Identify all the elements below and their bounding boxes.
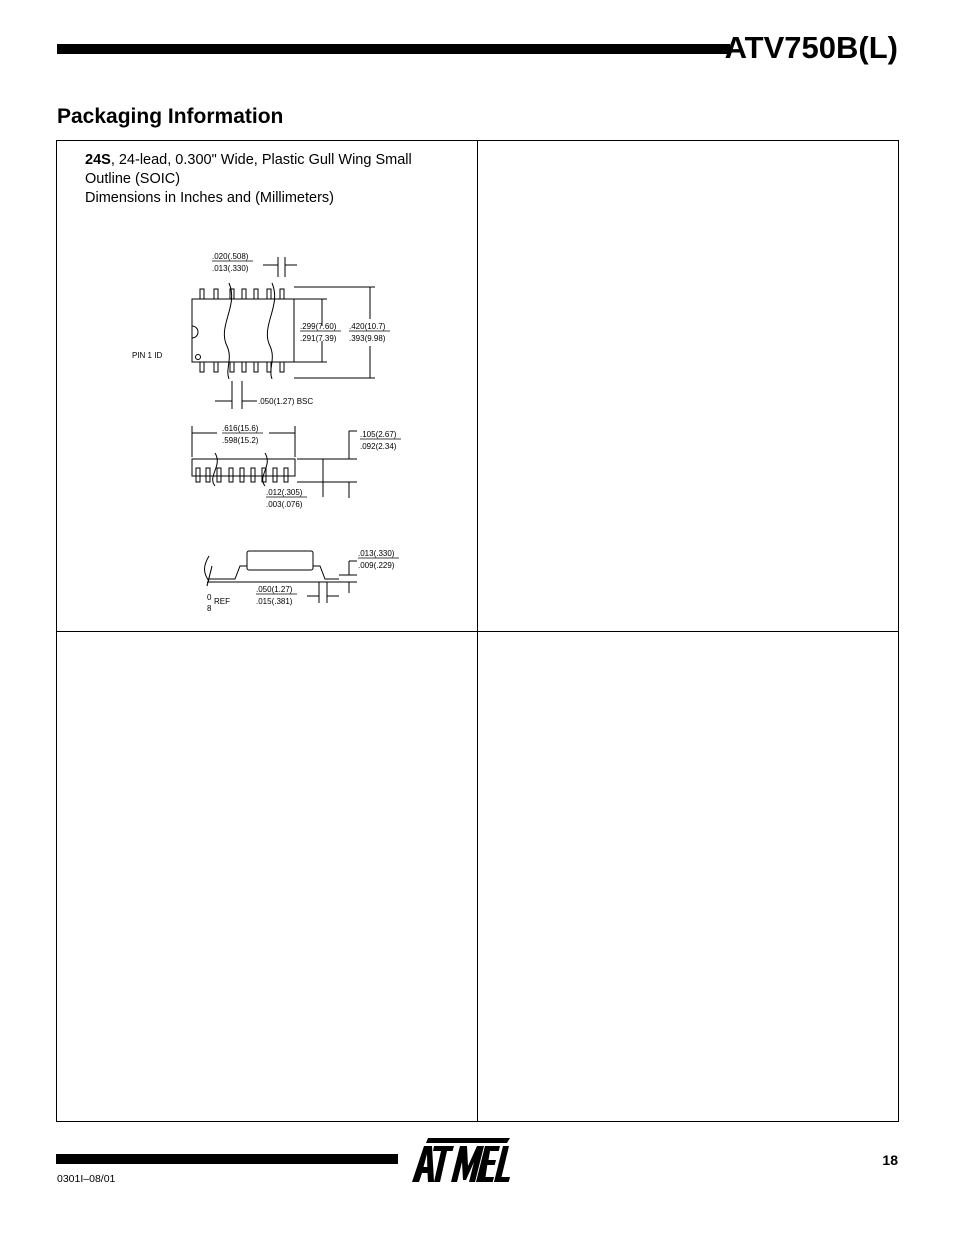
label-angle-min: 0 [207, 593, 212, 602]
atmel-logo [410, 1136, 514, 1186]
label-height-min: .092(2.34) [360, 442, 397, 451]
label-body-width-max: .299(7.60) [300, 322, 337, 331]
label-foot-max: .050(1.27) [256, 585, 293, 594]
label-lead-width-max: .020(.508) [212, 252, 249, 261]
document-title: ATV750B(L) [724, 30, 898, 65]
label-standoff-max: .012(.305) [266, 488, 303, 497]
footer-rule [56, 1154, 398, 1164]
label-thickness-max: .013(.330) [358, 549, 395, 558]
label-ref: REF [214, 597, 230, 606]
label-pitch: .050(1.27) BSC [258, 397, 314, 406]
packaging-table [56, 140, 899, 1122]
label-angle-max: 8 [207, 604, 212, 613]
package-code: 24S [85, 152, 111, 168]
label-standoff-min: .003(.076) [266, 500, 303, 509]
page-number: 18 [882, 1152, 898, 1168]
label-pin1: PIN 1 ID [132, 351, 163, 360]
header-rule [57, 44, 730, 54]
side-view-leads [196, 468, 288, 482]
label-body-width-min: .291(7.39) [300, 334, 337, 343]
table-divider-horizontal [57, 631, 898, 632]
document-code: 0301I–08/01 [57, 1173, 116, 1185]
top-view-leads-top [200, 289, 284, 299]
label-height-max: .105(2.67) [360, 430, 397, 439]
end-view-body [247, 551, 313, 570]
label-length-max: .616(15.6) [222, 424, 259, 433]
top-view-body [192, 299, 294, 362]
label-lead-width-min: .013(.330) [212, 264, 249, 273]
section-title: Packaging Information [57, 105, 284, 128]
package-desc-line1: , 24-lead, 0.300" Wide, Plastic Gull Wing Small [110, 152, 412, 168]
label-length-min: .598(15.2) [222, 436, 259, 445]
label-foot-min: .015(.381) [256, 597, 293, 606]
label-overall-width-min: .393(9.98) [349, 334, 386, 343]
package-desc-line3: Dimensions in Inches and (Millimeters) [85, 190, 334, 206]
package-desc-line2: Outline (SOIC) [85, 171, 181, 187]
pin1-dot [196, 355, 201, 360]
label-thickness-min: .009(.229) [358, 561, 395, 570]
package-outline-drawing [57, 141, 477, 631]
label-overall-width-max: .420(10.7) [349, 322, 386, 331]
